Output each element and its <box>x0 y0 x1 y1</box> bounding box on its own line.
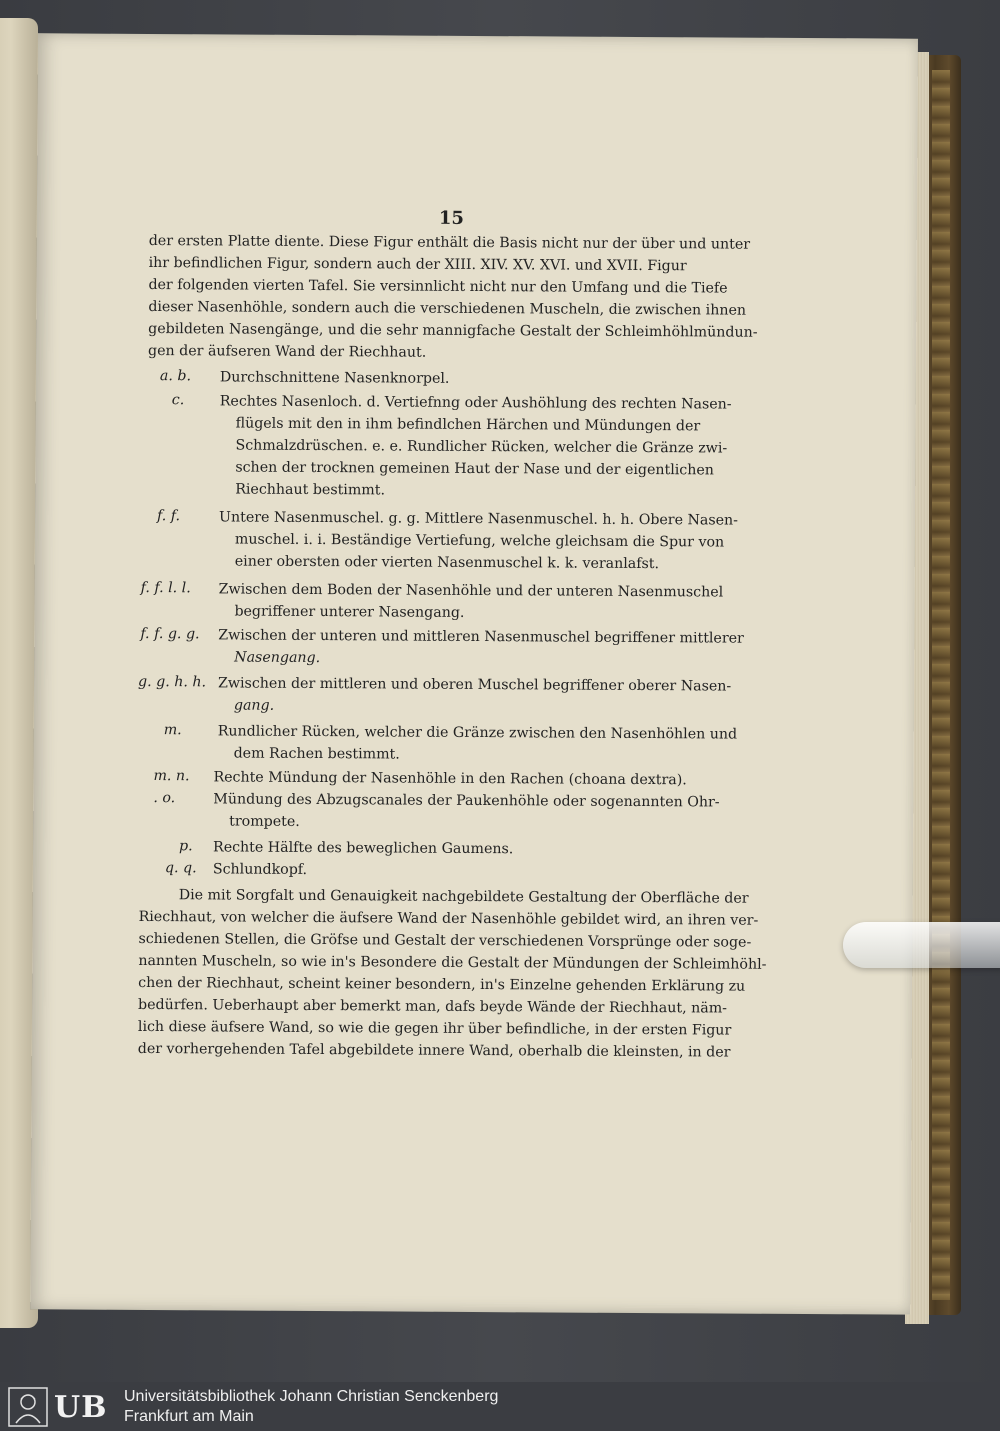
entry-line: Zwischen dem Boden der Nasenhöhle und der unteren Nasenmuschel <box>218 581 724 601</box>
entry-label: m. n. <box>153 768 190 785</box>
glass-page-weight <box>843 922 1000 968</box>
entry-line: begriffener unterer Nasengang. <box>234 603 465 621</box>
library-name: Universitätsbibliothek Johann Christian Senckenberg <box>124 1388 499 1405</box>
text-line: der folgenden vierten Tafel. Sie versinnlicht nicht nur den Umfang und die Tiefe <box>148 276 728 297</box>
ub-logo-text: UB <box>54 1389 108 1425</box>
entry-line: Rechtes Nasenloch. d. Vertiefnng oder Aushöhlung des rechten Nasen- <box>219 393 732 413</box>
text-line: lich diese äufsere Wand, so wie die gegen ihr über befindliche, in der ersten Figur <box>137 1018 732 1039</box>
entry-label: q. q. <box>164 860 197 877</box>
text-line: schiedenen Stellen, die Gröfse und Gestalt der verschiedenen Vorsprünge oder soge- <box>138 930 752 951</box>
text-line: ihr befindlichen Figur, sondern auch der XIII. XIV. XV. XVI. und XVII. Figur <box>148 254 687 275</box>
text-line: nannten Muscheln, so wie in's Besondere die Gestalt der Mündungen der Schleimhöhl- <box>138 952 767 973</box>
entry-label: f. f. l. l. <box>140 579 191 597</box>
text-line: bedürfen. Ueberhaupt aber bemerkt man, dafs beyde Wände der Riechhaut, näm- <box>138 996 728 1017</box>
text-line: gen der äufseren Wand der Riechhaut. <box>148 342 427 361</box>
spine-gilt-ornament <box>932 70 950 1300</box>
entry-line: Schlundkopf. <box>212 861 308 878</box>
entry-line: schen der trocknen gemeinen Haut der Nase und der eigentlichen <box>235 459 714 479</box>
entry-line: Zwischen der mittleren und oberen Muschel begriffener oberer Nasen- <box>217 675 732 695</box>
entry-label: c. <box>171 392 185 409</box>
portrait-icon <box>8 1387 48 1427</box>
entry-line: Rundlicher Rücken, welcher die Gränze zwischen den Nasenhöhlen und <box>217 723 738 743</box>
ub-logo[interactable] <box>8 1387 116 1427</box>
entry-line: einer obersten oder vierten Nasenmuschel k. k. veranlafst. <box>234 553 660 573</box>
entry-label: . o. <box>153 790 176 807</box>
text-line: der vorhergehenden Tafel abgebildete innere Wand, oberhalb die kleinsten, in der <box>137 1040 731 1061</box>
library-city: Frankfurt am Main <box>124 1408 254 1425</box>
entry-label: a. b. <box>159 368 192 385</box>
entry-line: Schmalzdrüschen. e. e. Rundlicher Rücken, welcher die Gränze zwi- <box>235 437 728 457</box>
entry-label: f. f. g. g. <box>140 625 200 643</box>
book-page <box>30 33 918 1314</box>
entry-line: Untere Nasenmuschel. g. g. Mittlere Nasenmuschel. h. h. Obere Nasen- <box>219 509 739 529</box>
entry-label: p. <box>178 838 193 855</box>
entry-line: Nasengang. <box>234 649 321 667</box>
entry-label: g. g. h. h. <box>137 673 207 691</box>
entry-line: Durchschnittene Nasenknorpel. <box>219 369 450 387</box>
entry-line: Zwischen der unteren und mittleren Nasenmuschel begriffener mittlerer <box>218 627 744 647</box>
entry-line: Riechhaut bestimmt. <box>235 481 386 499</box>
entry-line: Rechte Mündung der Nasenhöhle in den Rachen (choana dextra). <box>213 769 687 789</box>
entry-line: flügels mit den in ihm befindlchen Härchen und Mündungen der <box>235 415 701 435</box>
text-line: der ersten Platte diente. Diese Figur enthält die Basis nicht nur der über und unter <box>148 232 751 253</box>
page-number: 15 <box>438 207 465 229</box>
entry-label: f. f. <box>157 508 181 525</box>
text-line: gebildeten Nasengänge, und die sehr mannigfache Gestalt der Schleimhöhlmündun- <box>148 320 758 341</box>
entry-line: Mündung des Abzugscanales der Paukenhöhle oder sogenannten Ohr- <box>213 791 720 811</box>
text-line: dieser Nasenhöhle, sondern auch die verschiedenen Muscheln, die zwischen ihnen <box>148 298 747 319</box>
entry-line: muschel. i. i. Beständige Vertiefung, welche gleichsam die Spur von <box>234 531 725 551</box>
entry-line: Rechte Hälfte des beweglichen Gaumens. <box>212 839 514 858</box>
entry-label: m. <box>163 722 182 739</box>
entry-line: dem Rachen bestimmt. <box>233 745 400 763</box>
text-line: chen der Riechhaut, scheint keiner besondern, in's Einzelne gehenden Erklärung zu <box>138 974 746 995</box>
entry-line: gang. <box>233 697 275 714</box>
text-line: Riechhaut, von welcher die äufsere Wand der Nasenhöhle gebildet wird, an ihren ver- <box>138 908 759 929</box>
text-line: Die mit Sorgfalt und Genauigkeit nachgebildete Gestaltung der Oberfläche der <box>178 887 749 907</box>
footer-bar <box>0 1382 1000 1431</box>
entry-line: trompete. <box>229 813 300 830</box>
